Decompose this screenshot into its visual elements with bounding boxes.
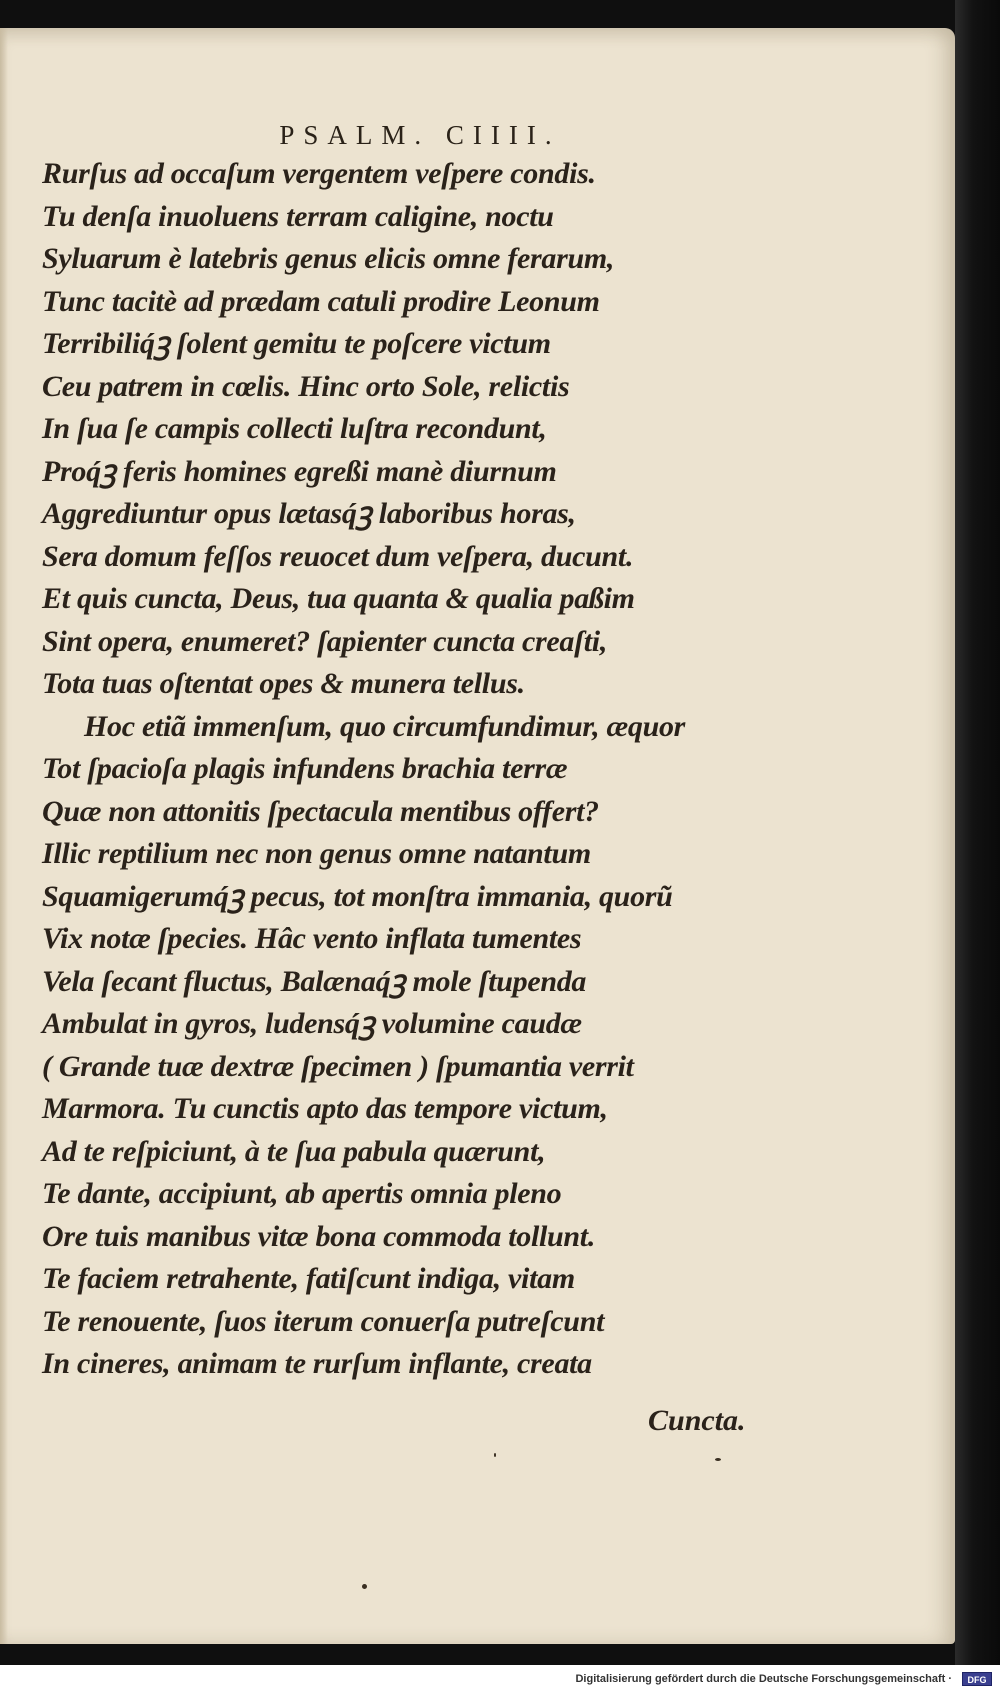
verse-line: Proq́ꝫ feris homines egreßi manè diurnum bbox=[42, 454, 557, 488]
verse-line: Squamigerumq́ꝫ pecus, tot monſtra immania, quorũ bbox=[42, 879, 673, 913]
verse-line: Ceu patrem in cœlis. Hinc orto Sole, relictis bbox=[42, 369, 570, 403]
verse-line: Tota tuas oſtentat opes & munera tellus. bbox=[42, 667, 525, 700]
dfg-logo-icon: DFG bbox=[962, 1672, 992, 1686]
verse-line: Tot ſpacioſa plagis infundens brachia terræ bbox=[42, 752, 568, 785]
verse-text bbox=[42, 153, 685, 1386]
verse-line: Sint opera, enumeret? ſapienter cuncta creaſti, bbox=[42, 624, 608, 658]
verse-line: Te renouente, ſuos iterum conuerſa putreſcunt bbox=[42, 1304, 605, 1338]
ink-speck bbox=[362, 1584, 367, 1589]
verse-line: Ore tuis manibus vitæ bona commoda tollunt. bbox=[42, 1219, 596, 1253]
verse-line: In cineres, animam te rurſum inflante, creata bbox=[42, 1347, 592, 1380]
verse-line: Syluarum è latebris genus elicis omne ferarum, bbox=[42, 242, 615, 275]
book-gutter-shadow bbox=[955, 0, 1000, 1665]
running-head: PSALM. CIIII. bbox=[279, 120, 561, 150]
ink-speck bbox=[494, 1453, 496, 1457]
verse-line: Ad te reſpiciunt, à te ſua pabula quærunt, bbox=[42, 1134, 546, 1168]
verse-line: Quæ non attonitis ſpectacula mentibus offert? bbox=[42, 794, 599, 828]
verse-line: Et quis cuncta, Deus, tua quanta & qualia paßim bbox=[42, 582, 635, 615]
verse-line: Illic reptilium nec non genus omne natantum bbox=[42, 837, 591, 870]
verse-line: In ſua ſe campis collecti luſtra recondunt, bbox=[42, 412, 547, 445]
page-edge bbox=[0, 28, 8, 1644]
verse-line: Te faciem retrahente, fatiſcunt indiga, vitam bbox=[42, 1262, 575, 1295]
verse-line: Te dante, accipiunt, ab apertis omnia pleno bbox=[42, 1177, 562, 1210]
verse-line: Ambulat in gyros, ludensq́ꝫ volumine caudæ bbox=[42, 1007, 582, 1040]
verse-line: Rurſus ad occaſum vergentem veſpere condis. bbox=[42, 157, 596, 190]
verse-line: ( Grande tuæ dextræ ſpecimen ) ſpumantia verrit bbox=[42, 1049, 634, 1083]
digitization-credit: Digitalisierung gefördert durch die Deutsche Forschungsgemeinschaft · bbox=[575, 1673, 952, 1685]
verse-line-indented: Hoc etiã immenſum, quo circumfundimur, æquor bbox=[84, 709, 686, 743]
ink-speck bbox=[715, 1458, 721, 1461]
verse-line: Sera domum feſſos reuocet dum veſpera, ducunt. bbox=[42, 539, 634, 573]
verse-line: Tu denſa inuoluens terram caligine, noctu bbox=[42, 199, 554, 233]
verse-line: Vix notæ ſpecies. Hâc vento inflata tumentes bbox=[42, 922, 582, 955]
catchword: Cuncta. bbox=[648, 1404, 746, 1437]
verse-line: Marmora. Tu cunctis apto das tempore victum, bbox=[42, 1092, 608, 1125]
verse-line: Tunc tacitè ad prædam catuli prodire Leonum bbox=[42, 284, 600, 318]
verse-line: Vela ſecant fluctus, Balænaq́ꝫ mole ſtupenda bbox=[42, 964, 587, 998]
verse-line: Terribiliq́ꝫ ſolent gemitu te poſcere victum bbox=[42, 327, 551, 360]
verse-line: Aggrediuntur opus lætasq́ꝫ laboribus horas, bbox=[42, 497, 576, 530]
